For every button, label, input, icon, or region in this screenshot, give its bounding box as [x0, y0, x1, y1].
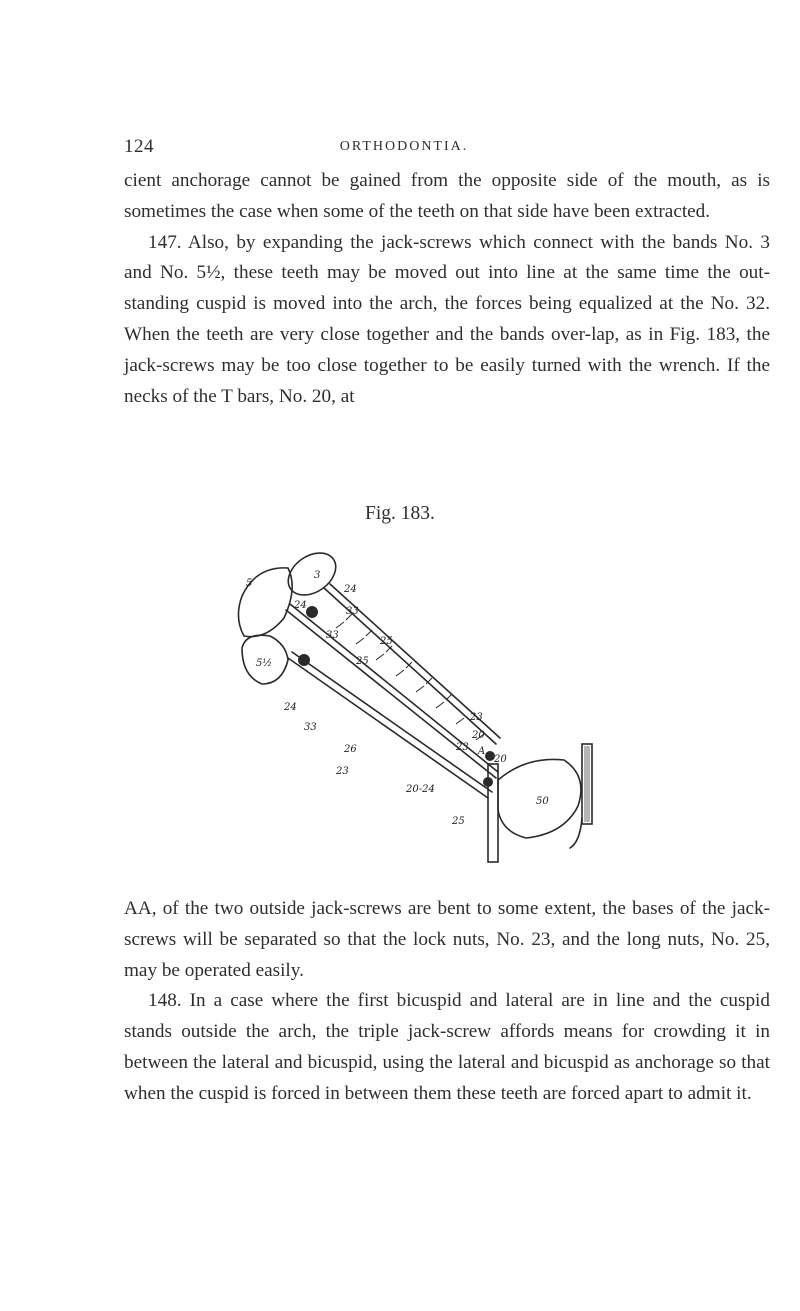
band-3: [280, 548, 343, 604]
label-5half: 5½: [256, 658, 273, 669]
label-25c: 25: [452, 816, 465, 827]
label-33b: 33: [326, 630, 339, 641]
label-23b: 23: [456, 742, 469, 753]
paragraph-continuation-aa: AA, of the two outside jack-screws are bent to some extent, the bases of the jack-screws will be separated so that the lock nuts, No. 23, and the long nuts, No. 25, may be operated easily.: [124, 898, 770, 981]
paragraph-148: 148. In a case where the first bicuspid and lateral are in line and the cuspid stands outside the arch, the triple jack-screw affords means for crowding it in between the lateral and bicuspid, using the lateral and bicuspid as anchorage so that when the cuspid is forced in between them these teeth are forced apart to admit it.: [124, 990, 770, 1104]
paragraph-continuation: cient anchorage cannot be gained from the opposite side of the mouth, as is sometimes the case when some of the teeth on that side have been extracted.: [124, 170, 770, 222]
figure-caption: Fig. 183.: [365, 503, 435, 524]
label-25b: 25: [356, 656, 369, 667]
jack-screw-illustration: [226, 548, 616, 866]
label-23c: 23: [336, 766, 349, 777]
body-text-bottom: [124, 894, 770, 1110]
label-5: 5: [246, 578, 253, 589]
label-24a: 24: [344, 584, 357, 595]
label-20a: 20: [472, 730, 485, 741]
lock-nut: [306, 606, 318, 618]
label-a: A: [478, 746, 486, 757]
body-text-top: [124, 166, 770, 412]
label-24c: 24: [284, 702, 297, 713]
label-24b: 24: [294, 600, 307, 611]
jack-screw-middle: [288, 658, 488, 798]
label-25a: 25: [380, 636, 393, 647]
label-50: 50: [536, 796, 549, 807]
label-33c: 33: [304, 722, 317, 733]
page-number: 124: [124, 136, 154, 157]
label-26: 26: [344, 744, 357, 755]
paragraph-147: 147. Also, by expanding the jack-screws which connect with the bands No. 3 and No. 5½, these teeth may be moved out into line at the same time the out-standing cuspid is moved into the arch, the forces being equalized at the No. 32. When the teeth are very close together and the bands over-lap, as in Fig. 183, the jack-screws may be too close together to be easily turned with the wrench. If the necks of the T bars, No. 20, at: [124, 231, 770, 407]
page-header: [124, 136, 684, 160]
label-23a: 23: [470, 712, 483, 723]
figure-183: [226, 548, 616, 866]
label-33a: 33: [346, 606, 359, 617]
running-head: ORTHODONTIA.: [339, 139, 469, 154]
label-3: 3: [314, 570, 321, 581]
label-20b: 20: [494, 754, 507, 765]
label-2024: 20-24: [406, 784, 435, 795]
